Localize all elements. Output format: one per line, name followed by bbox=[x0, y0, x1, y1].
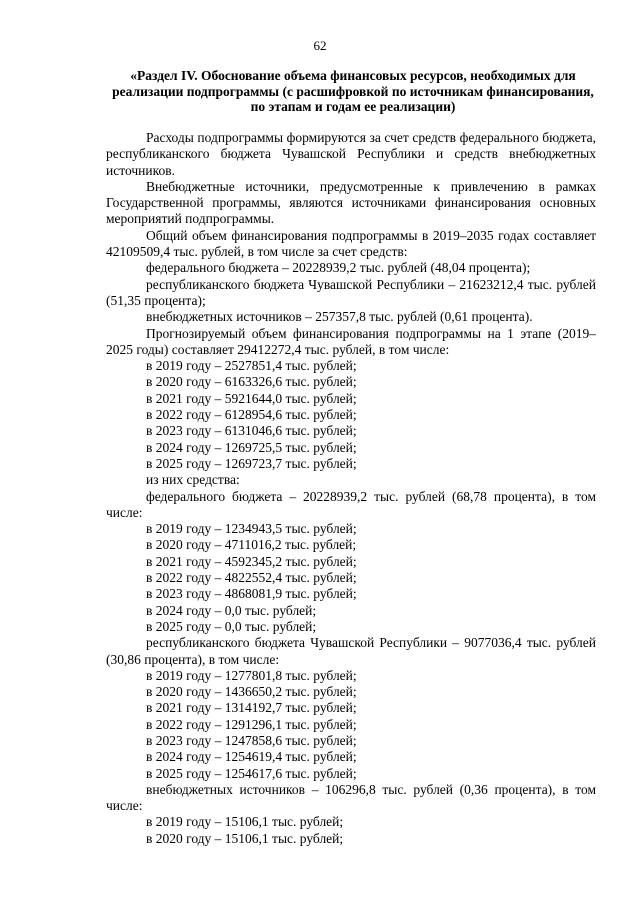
list-item: в 2024 году – 1254619,4 тыс. рублей; bbox=[146, 749, 357, 765]
paragraph: республиканского бюджета Чувашской Республики – 9077036,4 тыс. рублей (30,86 процента), в том числе: bbox=[106, 635, 596, 667]
list-item: в 2024 году – 0,0 тыс. рублей; bbox=[146, 602, 317, 618]
list-item: внебюджетных источников – 257357,8 тыс. рублей (0,61 процента). bbox=[146, 309, 533, 325]
list-item: в 2022 году – 4822552,4 тыс. рублей; bbox=[146, 570, 357, 586]
section-heading: «Раздел IV. Обоснование объема финансовых ресурсов, необходимых для реализации подпрограммы (с расшифровкой по источникам финансирования, по этапам и годам ее реализации) bbox=[112, 68, 594, 114]
list-item: в 2025 году – 0,0 тыс. рублей; bbox=[146, 618, 317, 634]
list-item: в 2021 году – 4592345,2 тыс. рублей; bbox=[146, 553, 357, 569]
list-item: федерального бюджета – 20228939,2 тыс. рублей (48,04 процента); bbox=[146, 260, 531, 276]
list-item: из них средства: bbox=[146, 472, 240, 488]
document-body bbox=[106, 130, 596, 847]
list-item: в 2021 году – 5921644,0 тыс. рублей; bbox=[146, 390, 357, 406]
list-item: в 2021 году – 1314192,7 тыс. рублей; bbox=[146, 700, 357, 716]
paragraph: Расходы подпрограммы формируются за счет средств федерального бюджета, республиканского бюджета Чувашской Республики и средств внебюджетных источников. bbox=[106, 130, 596, 178]
list-item: в 2019 году – 15106,1 тыс. рублей; bbox=[146, 814, 344, 830]
paragraph: Внебюджетные источники, предусмотренные к привлечению в рамках Государственной программы, являются источниками финансирования основных мероприятий подпрограммы. bbox=[106, 178, 596, 227]
list-item: в 2023 году – 1247858,6 тыс. рублей; bbox=[146, 732, 357, 748]
list-item: в 2023 году – 4868081,9 тыс. рублей; bbox=[146, 586, 357, 602]
list-item: в 2020 году – 1436650,2 тыс. рублей; bbox=[146, 684, 357, 700]
list-item: в 2020 году – 6163326,6 тыс. рублей; bbox=[146, 374, 357, 390]
paragraph: республиканского бюджета Чувашской Республики – 21623212,4 тыс. рублей (51,35 процента); bbox=[106, 276, 596, 308]
list-item: в 2019 году – 1277801,8 тыс. рублей; bbox=[146, 667, 357, 683]
list-item: в 2024 году – 1269725,5 тыс. рублей; bbox=[146, 439, 357, 455]
list-item: в 2025 году – 1269723,7 тыс. рублей; bbox=[146, 455, 357, 471]
paragraph: Прогнозируемый объем финансирования подпрограммы на 1 этапе (2019–2025 годы) составляет 29412272,4 тыс. рублей, в том числе: bbox=[106, 325, 596, 357]
list-item: в 2025 году – 1254617,6 тыс. рублей; bbox=[146, 765, 357, 781]
page-number: 62 bbox=[313, 38, 327, 53]
paragraph: федерального бюджета – 20228939,2 тыс. рублей (68,78 процента), в том числе: bbox=[106, 488, 596, 520]
list-item: в 2020 году – 15106,1 тыс. рублей; bbox=[146, 830, 344, 846]
list-item: в 2022 году – 1291296,1 тыс. рублей; bbox=[146, 716, 357, 732]
list-item: в 2019 году – 2527851,4 тыс. рублей; bbox=[146, 358, 357, 374]
paragraph: Общий объем финансирования подпрограммы в 2019–2035 годах составляет 42109509,4 тыс. рублей, в том числе за счет средств: bbox=[106, 227, 596, 260]
paragraph: внебюджетных источников – 106296,8 тыс. рублей (0,36 процента), в том числе: bbox=[106, 781, 596, 814]
list-item: в 2022 году – 6128954,6 тыс. рублей; bbox=[146, 407, 357, 423]
list-item: в 2020 году – 4711016,2 тыс. рублей; bbox=[146, 537, 357, 553]
list-item: в 2023 году – 6131046,6 тыс. рублей; bbox=[146, 423, 357, 439]
list-item: в 2019 году – 1234943,5 тыс. рублей; bbox=[146, 521, 357, 537]
